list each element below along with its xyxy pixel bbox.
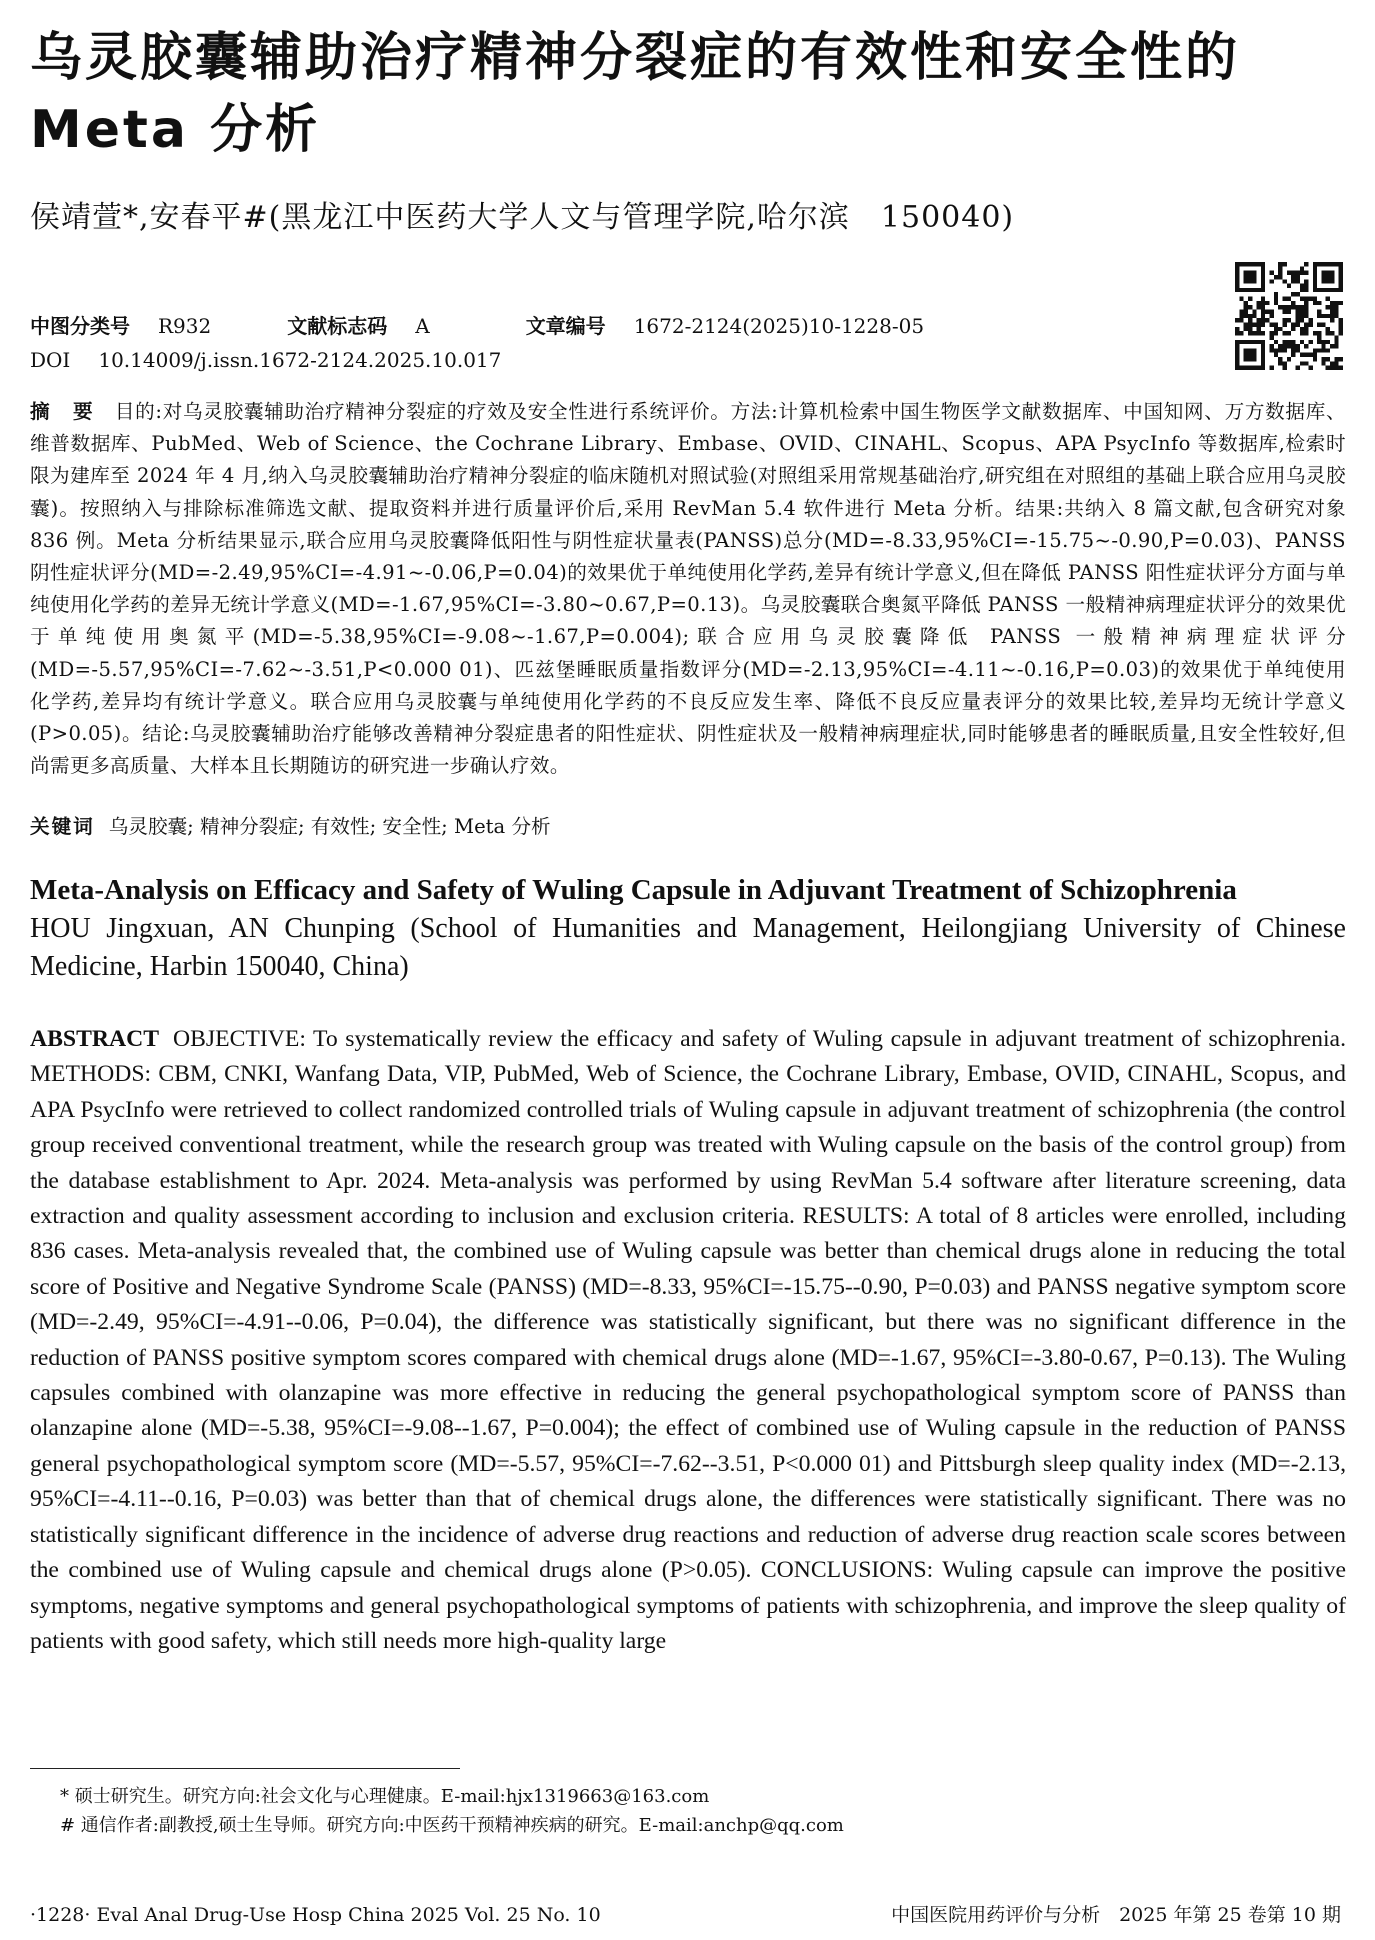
doi-line: [30, 346, 501, 374]
footnote-divider: [30, 1768, 460, 1769]
footnote-corresponding: # 通信作者:副教授,硕士生导师。研究方向:中医药干预精神疾病的研究。E-mail:anchp@qq.com: [60, 1815, 844, 1836]
keywords-cn-label: 关键词: [30, 815, 95, 838]
authors-affiliation-cn: 侯靖萱*,安春平#(黑龙江中医药大学人文与管理学院,哈尔滨 150040): [30, 200, 1015, 235]
abstract-en: [30, 1022, 1346, 1659]
classification-line: [30, 312, 924, 340]
clc-label: 中图分类号: [30, 314, 130, 338]
article-no-label: 文章编号: [525, 314, 606, 338]
authors-affiliation-en: HOU Jingxuan, AN Chunping (School of Humanities and Management, Heilongjiang University of Chinese Medicine, Harbin 150040, China): [30, 913, 1346, 982]
qr-code-icon: [1235, 262, 1343, 370]
abstract-cn-text: 目的:对乌灵胶囊辅助治疗精神分裂症的疗效及安全性进行系统评价。方法:计算机检索中国生物医学文献数据库、中国知网、万方数据库、维普数据库、PubMed、Web of Science、the Cochrane Library、Embase、OVID、CINAHL、Scopus、APA PsycInfo 等数据库,检索时限为建库至 2024 年 4 月,纳入乌灵胶囊辅助治疗精神分裂症的临床随机对照试验(对照组采用常规基础治疗,研究组在对照组的基础上联合应用乌灵胶囊)。按照纳入与排除标准筛选文献、提取资料并进行质量评价后,采用 RevMan 5.4 软件进行 Meta 分析。结果:共纳入 8 篇文献,包含研究对象 836 例。Meta 分析结果显示,联合应用乌灵胶囊降低阳性与阴性症状量表(PANSS)总分(MD=-8.33,95%CI=-15.75~-0.90,P=0.03)、PANSS 阴性症状评分(MD=-2.49,95%CI=-4.91~-0.06,P=0.04)的效果优于单纯使用化学药,差异有统计学意义,但在降低 PANSS 阳性症状评分方面与单纯使用化学药的差异无统计学意义(MD=-1.67,95%CI=-3.80~0.67,P=0.13)。乌灵胶囊联合奥氮平降低 PANSS 一般精神病理症状评分的效果优于单纯使用奥氮平(MD=-5.38,95%CI=-9.08~-1.67,P=0.004);联合应用乌灵胶囊降低 PANSS 一般精神病理症状评分(MD=-5.57,95%CI=-7.62~-3.51,P<0.000 01)、匹兹堡睡眠质量指数评分(MD=-2.13,95%CI=-4.11~-0.16,P=0.03)的效果优于单纯使用化学药,差异均有统计学意义。联合应用乌灵胶囊与单纯使用化学药的不良反应发生率、降低不良反应量表评分的效果比较,差异均无统计学意义(P>0.05)。结论:乌灵胶囊辅助治疗能够改善精神分裂症患者的阳性症状、阴性症状及一般精神病理症状,同时能够患者的睡眠质量,且安全性较好,但尚需更多高质量、大样本且长期随访的研究进一步确认疗效。: [30, 400, 1346, 778]
doi-label: DOI: [30, 348, 71, 372]
doc-code-label: 文献标志码: [287, 314, 388, 338]
abstract-cn: [30, 396, 1346, 782]
article-no-value: 1672-2124(2025)10-1228-05: [633, 314, 925, 338]
footer-left: ·1228· Eval Anal Drug-Use Hosp China 2025 Vol. 25 No. 10: [30, 1904, 601, 1926]
footnote-author: * 硕士研究生。研究方向:社会文化与心理健康。E-mail:hjx1319663@163.com: [60, 1786, 710, 1807]
keywords-cn-text: 乌灵胶囊; 精神分裂症; 有效性; 安全性; Meta 分析: [108, 815, 551, 838]
doc-code-value: A: [415, 314, 430, 338]
clc-value: R932: [158, 314, 212, 338]
abstract-en-label: ABSTRACT: [30, 1026, 159, 1052]
article-title-en: Meta-Analysis on Efficacy and Safety of Wuling Capsule in Adjuvant Treatment of Schizophrenia: [30, 874, 1237, 906]
doi-value: 10.14009/j.issn.1672-2124.2025.10.017: [98, 348, 502, 372]
article-title-cn: 乌灵胶囊辅助治疗精神分裂症的有效性和安全性的Meta 分析: [30, 28, 1241, 160]
keywords-cn: [30, 812, 1346, 842]
footer-right: 中国医院用药评价与分析 2025 年第 25 卷第 10 期: [891, 1904, 1341, 1926]
abstract-en-text: OBJECTIVE: To systematically review the efficacy and safety of Wuling capsule in adjuvant treatment of schizophrenia. METHODS: CBM, CNKI, Wanfang Data, VIP, PubMed, Web of Science, the Cochrane Library, Embase, OVID, CINAHL, Scopus, and APA PsycInfo were retrieved to collect randomized controlled trials of Wuling capsule in adjuvant treatment of schizophrenia (the control group received conventional treatment, while the research group was treated with Wuling capsule on the basis of the control group) from the database establishment to Apr. 2024. Meta-analysis was performed by using RevMan 5.4 software after literature screening, data extraction and quality assessment according to inclusion and exclusion criteria. RESULTS: A total of 8 articles were enrolled, including 836 cases. Meta-analysis revealed that, the combined use of Wuling capsule was better than chemical drugs alone in reducing the total score of Positive and Negative Syndrome Scale (PANSS) (MD=-8.33, 95%CI=-15.75--0.90, P=0.03) and PANSS negative symptom score (MD=-2.49, 95%CI=-4.91--0.06, P=0.04), the difference was statistically significant, but there was no significant difference in the reduction of PANSS positive symptom scores compared with chemical drugs alone (MD=-1.67, 95%CI=-3.80-0.67, P=0.13). The Wuling capsules combined with olanzapine was more effective in reducing the general psychopathological symptom score of PANSS than olanzapine alone (MD=-5.38, 95%CI=-9.08--1.67, P=0.004); the effect of combined use of Wuling capsule in the reduction of PANSS general psychopathological symptom score (MD=-5.57, 95%CI=-7.62--3.51, P<0.000 01) and Pittsburgh sleep quality index (MD=-2.13, 95%CI=-4.11--0.16, P=0.03) was better than that of chemical drugs alone, the differences were statistically significant. There was no statistically significant difference in the incidence of adverse drug reactions and reduction of adverse drug reaction scale scores between the combined use of Wuling capsule and chemical drugs alone (P>0.05). CONCLUSIONS: Wuling capsule can improve the positive symptoms, negative symptoms and general psychopathological symptoms of patients with schizophrenia, and improve the sleep quality of patients with good safety, which still needs more high-quality large: [30, 1026, 1346, 1654]
abstract-cn-label: 摘 要: [30, 400, 101, 423]
